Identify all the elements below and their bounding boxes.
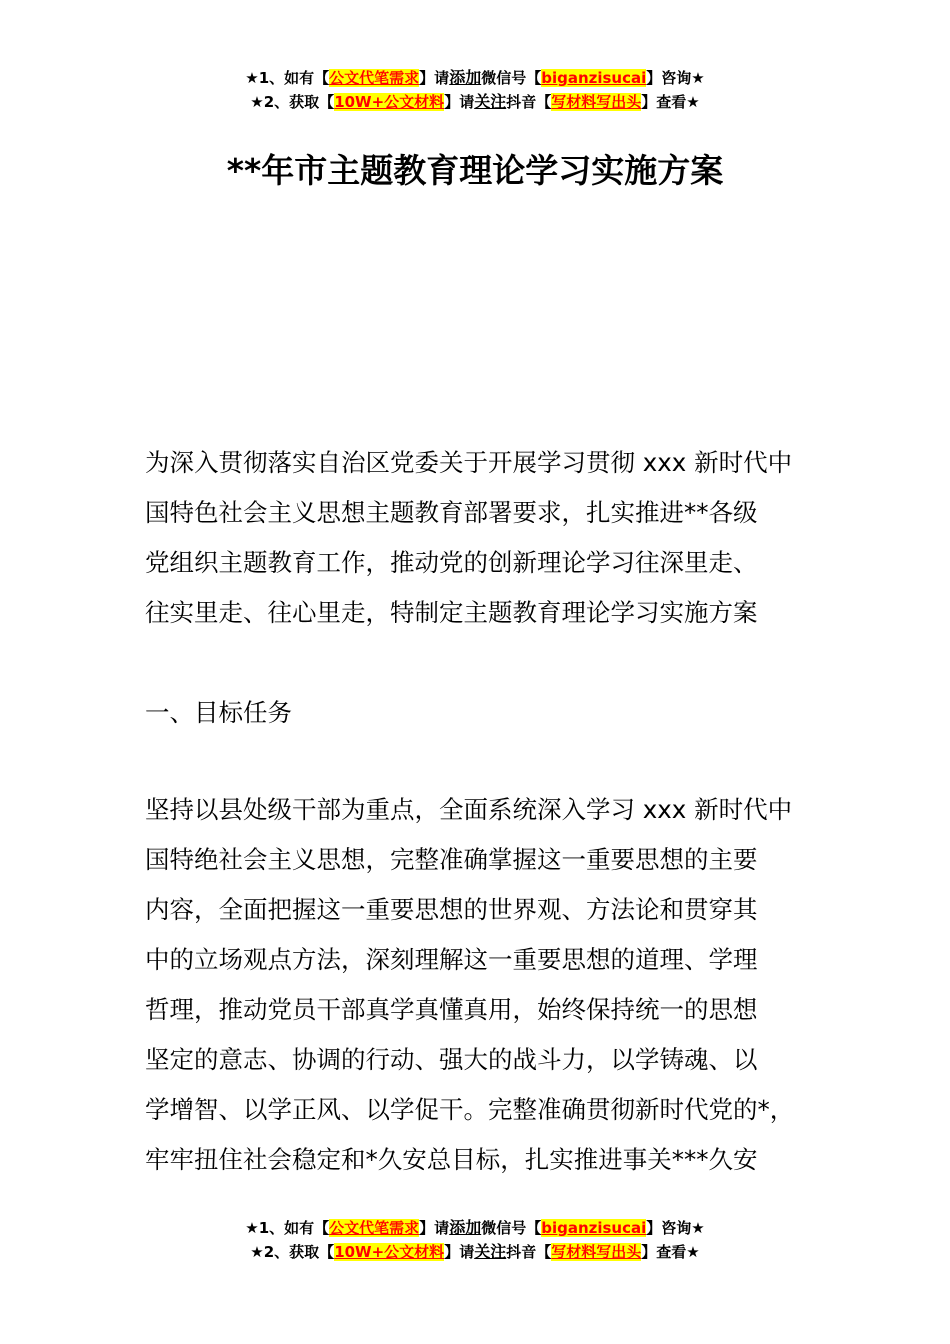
banner-underline: 关注 bbox=[474, 92, 507, 111]
text-line: 中的立场观点方法，深刻理解这一重要思想的道理、学理 bbox=[145, 945, 758, 974]
text-line: 学增智、以学正风、以学促干。完整准确贯彻新时代党的*， bbox=[145, 1095, 795, 1124]
banner-underline: 关注 bbox=[474, 1242, 507, 1261]
banner-highlight: 公文代笔需求 bbox=[329, 1219, 420, 1237]
intro-paragraph bbox=[145, 438, 810, 638]
banner-line-1 bbox=[0, 66, 950, 90]
banner-text: 】请 bbox=[444, 1243, 475, 1261]
text-line: 内容，全面把握这一重要思想的世界观、方法论和贯穿其 bbox=[145, 895, 758, 924]
banner-highlight: 写材料写出头 bbox=[551, 93, 642, 111]
banner-text: ★2、获取【 bbox=[250, 1243, 335, 1261]
banner-text: 微信号【 bbox=[481, 69, 542, 87]
banner-text: 】请 bbox=[419, 1219, 450, 1237]
banner-text: 】请 bbox=[444, 93, 475, 111]
banner-underline: 添加 bbox=[449, 68, 482, 87]
document-title: **年市主题教育理论学习实施方案 bbox=[226, 151, 724, 190]
text-line: 国特绝社会主义思想，完整准确掌握这一重要思想的主要 bbox=[145, 845, 758, 874]
banner-text: 微信号【 bbox=[481, 1219, 542, 1237]
section-body-paragraph bbox=[145, 785, 810, 1185]
banner-text: ★2、获取【 bbox=[250, 93, 335, 111]
text-line: 往实里走、往心里走，特制定主题教育理论学习实施方案 bbox=[145, 598, 758, 627]
banner-text: 】咨询★ bbox=[646, 69, 705, 87]
banner-highlight: 写材料写出头 bbox=[551, 1243, 642, 1261]
banner-line-2 bbox=[0, 90, 950, 114]
text-line: 牢牢扭住社会稳定和*久安总目标，扎实推进事关***久安 bbox=[145, 1145, 758, 1174]
banner-text: 抖音【 bbox=[506, 93, 552, 111]
banner-line-1 bbox=[0, 1216, 950, 1240]
banner-text: 】查看★ bbox=[641, 1243, 700, 1261]
banner-highlight: biganzisucai bbox=[541, 69, 647, 87]
text-line: 坚定的意志、协调的行动、强大的战斗力，以学铸魂、以 bbox=[145, 1045, 758, 1074]
banner-line-2 bbox=[0, 1240, 950, 1264]
text-line: 党组织主题教育工作，推动党的创新理论学习往深里走、 bbox=[145, 548, 758, 577]
footer-banner bbox=[0, 1216, 950, 1264]
banner-highlight: 10W+公文材料 bbox=[334, 93, 445, 111]
banner-text: ★1、如有【 bbox=[245, 1219, 330, 1237]
section-heading: 一、目标任务 bbox=[145, 698, 292, 727]
banner-text: ★1、如有【 bbox=[245, 69, 330, 87]
banner-highlight: 公文代笔需求 bbox=[329, 69, 420, 87]
banner-text: 】咨询★ bbox=[646, 1219, 705, 1237]
banner-text: 抖音【 bbox=[506, 1243, 552, 1261]
banner-text: 】请 bbox=[419, 69, 450, 87]
banner-text: 】查看★ bbox=[641, 93, 700, 111]
banner-underline: 添加 bbox=[449, 1218, 482, 1237]
text-line: 坚持以县处级干部为重点，全面系统深入学习 xxx 新时代中 bbox=[145, 795, 793, 824]
header-banner bbox=[0, 66, 950, 114]
text-line: 哲理，推动党员干部真学真懂真用，始终保持统一的思想 bbox=[145, 995, 758, 1024]
banner-highlight: biganzisucai bbox=[541, 1219, 647, 1237]
text-line: 为深入贯彻落实自治区党委关于开展学习贯彻 xxx 新时代中 bbox=[145, 448, 793, 477]
banner-highlight: 10W+公文材料 bbox=[334, 1243, 445, 1261]
text-line: 国特色社会主义思想主题教育部署要求，扎实推进**各级 bbox=[145, 498, 758, 527]
